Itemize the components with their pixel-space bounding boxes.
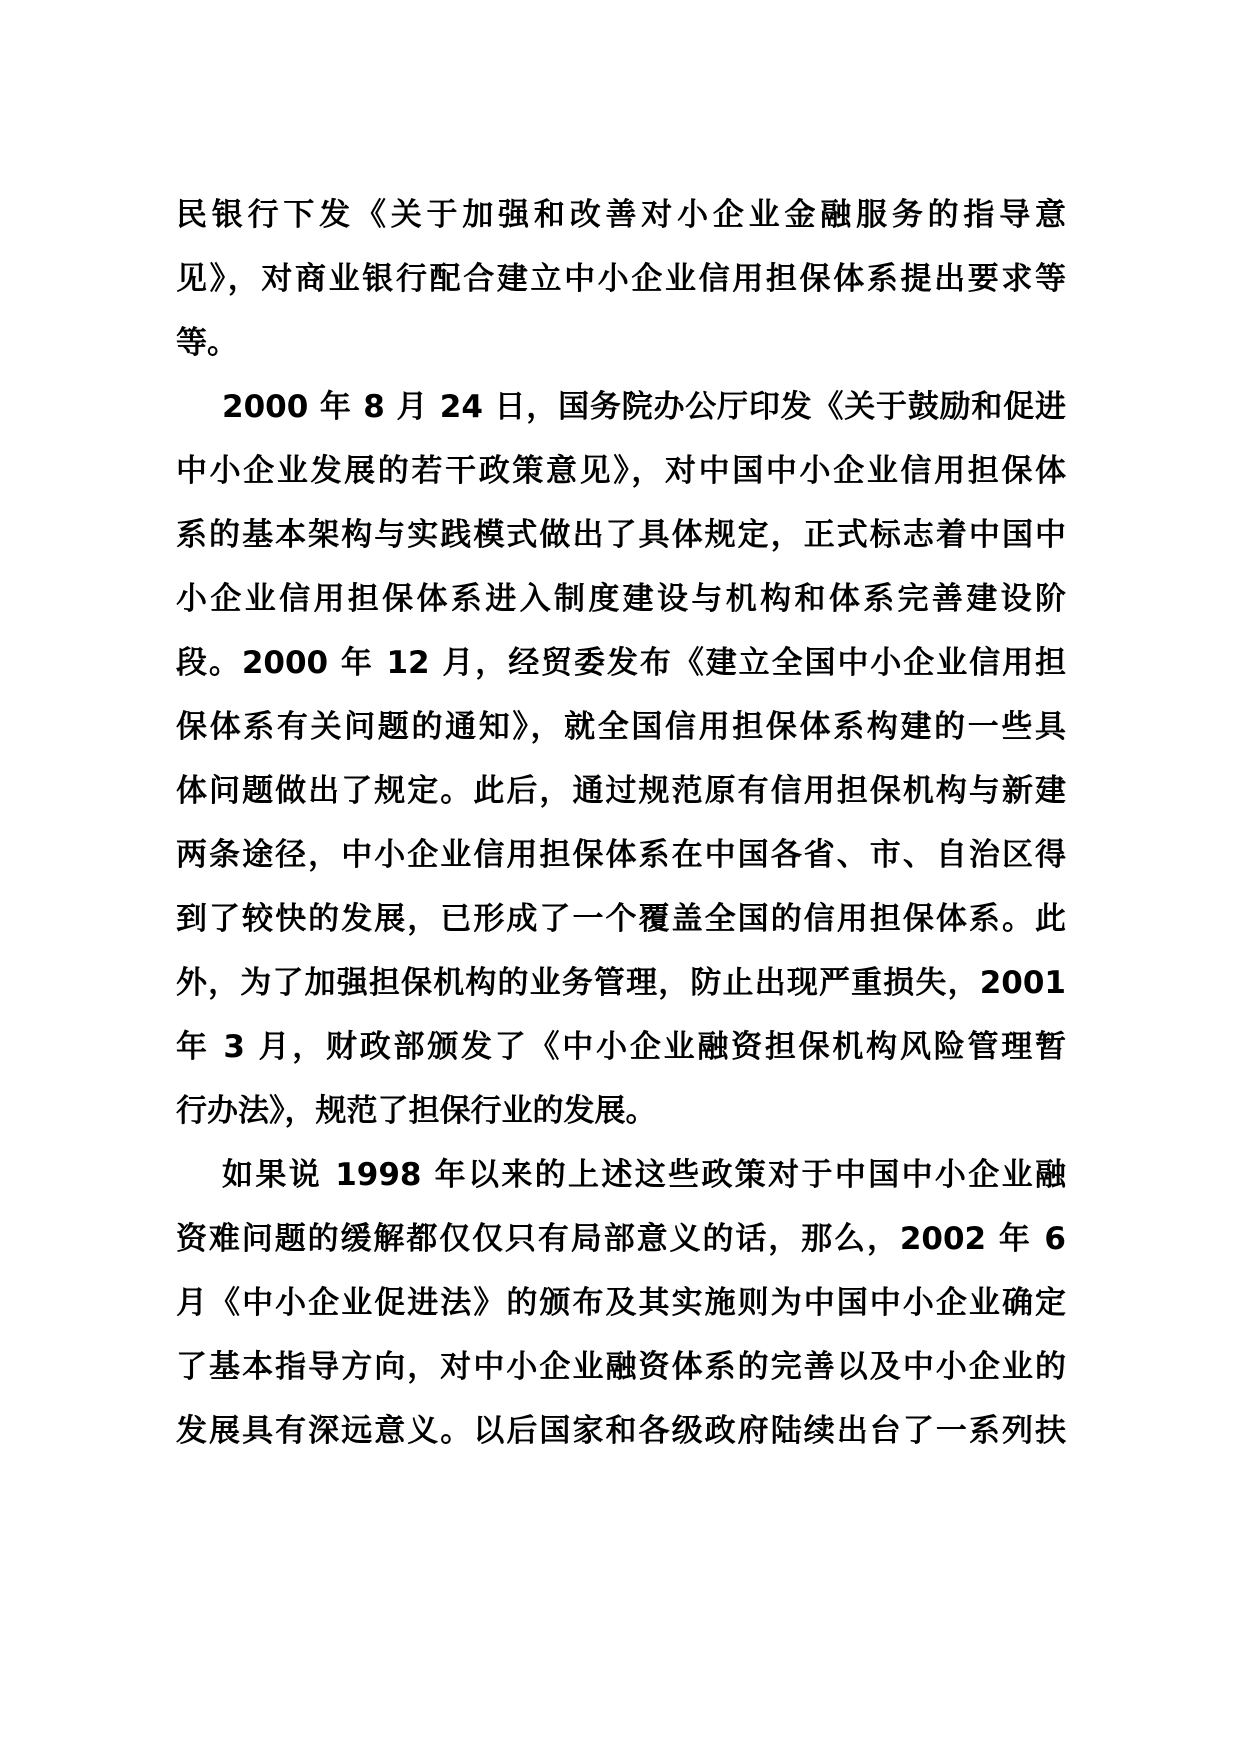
text-line: 行办法》，规范了担保行业的发展。 bbox=[176, 1093, 657, 1129]
text-line: 月《中小企业促进法》的颁布及其实施则为中国中小企业确定 bbox=[176, 1285, 1066, 1321]
text-line: 保体系有关问题的通知》，就全国信用担保体系构建的一些具 bbox=[176, 709, 1066, 745]
text-line: 小企业信用担保体系进入制度建设与机构和体系完善建设阶 bbox=[176, 581, 1066, 617]
text-line: 体问题做出了规定。此后，通过规范原有信用担保机构与新建 bbox=[176, 773, 1066, 809]
paragraph bbox=[176, 183, 1066, 375]
text-line: 段。2000 年 12 月，经贸委发布《建立全国中小企业信用担 bbox=[176, 645, 1066, 681]
text-line: 到了较快的发展，已形成了一个覆盖全国的信用担保体系。此 bbox=[176, 901, 1066, 937]
text-line: 2000 年 8 月 24 日，国务院办公厅印发《关于鼓励和促进 bbox=[222, 389, 1066, 425]
text-line: 年 3 月，财政部颁发了《中小企业融资担保机构风险管理暂 bbox=[176, 1029, 1066, 1065]
text-line: 如果说 1998 年以来的上述这些政策对于中国中小企业融 bbox=[222, 1157, 1066, 1193]
text-line: 了基本指导方向，对中小企业融资体系的完善以及中小企业的 bbox=[176, 1349, 1066, 1385]
text-line: 外，为了加强担保机构的业务管理，防止出现严重损失，2001 bbox=[176, 965, 1066, 1001]
paragraph bbox=[176, 1143, 1066, 1463]
text-line: 等。 bbox=[176, 325, 238, 361]
text-line: 民银行下发《关于加强和改善对小企业金融服务的指导意 bbox=[176, 197, 1066, 233]
text-line: 见》，对商业银行配合建立中小企业信用担保体系提出要求等 bbox=[176, 261, 1066, 297]
text-line: 中小企业发展的若干政策意见》，对中国中小企业信用担保体 bbox=[176, 453, 1066, 489]
paragraph bbox=[176, 375, 1066, 1143]
body-text bbox=[176, 183, 1066, 1463]
text-line: 发展具有深远意义。以后国家和各级政府陆续出台了一系列扶 bbox=[176, 1413, 1066, 1449]
text-line: 系的基本架构与实践模式做出了具体规定，正式标志着中国中 bbox=[176, 517, 1066, 553]
text-line: 两条途径，中小企业信用担保体系在中国各省、市、自治区得 bbox=[176, 837, 1066, 873]
text-line: 资难问题的缓解都仅仅只有局部意义的话，那么，2002 年 6 bbox=[176, 1221, 1066, 1257]
